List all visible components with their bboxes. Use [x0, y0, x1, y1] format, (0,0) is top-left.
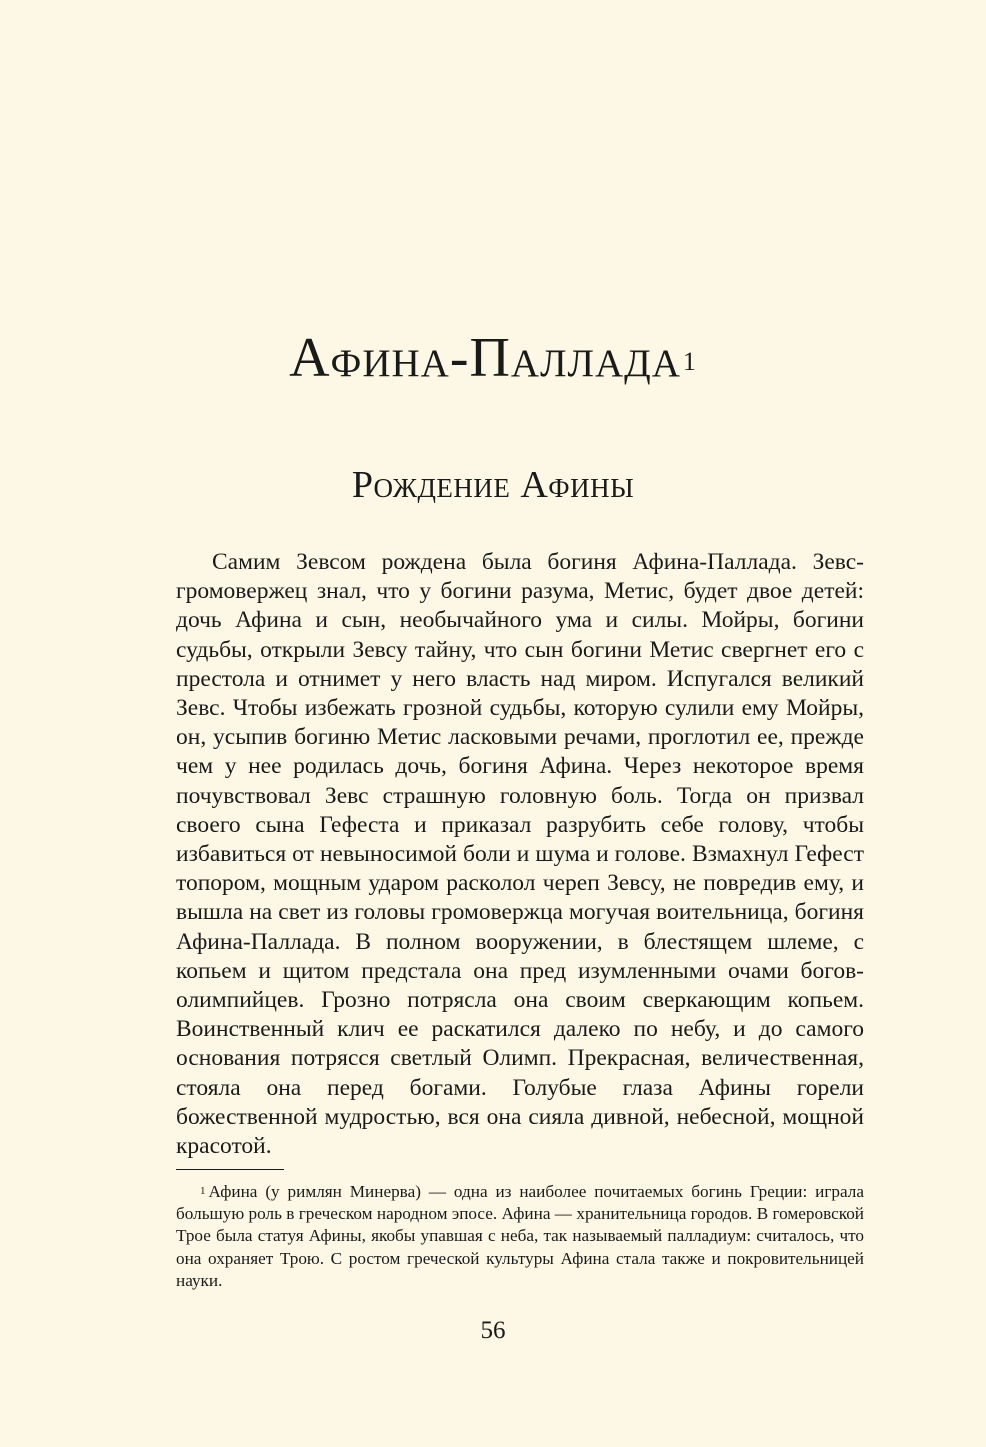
chapter-footnote-marker: 1	[682, 347, 697, 376]
footnote-marker: 1	[200, 1185, 206, 1197]
body-paragraph: Самим Зевсом рождена была богиня Афина-Паллада. Зевс-громовержец знал, что у богини разума, Метис, будет двое детей: дочь Афина и сын, необычайного ума и силы. Мойры, богини судьбы, открыли Зевсу тайну, что сын богини Метис свергнет его с престола и отнимет у него власть над миром. Испугался великий Зевс. Чтобы избежать грозной судьбы, которую сулили ему Мойры, он, усыпив богиню Метис ласковыми речами, проглотил ее, прежде чем у нее родилась дочь, богиня Афина. Через некоторое время почувствовал Зевс страшную головную боль. Тогда он призвал своего сына Гефеста и приказал разрубить себе голову, чтобы избавиться от невыносимой боли и шума и голове. Взмахнул Гефест топором, мощным ударом расколол череп Зевсу, не повредив ему, и вышла на свет из головы громовержца могучая воительница, богиня Афина-Паллада. В полном вооружении, в блестящем шлеме, с копьем и щитом предстала она пред изумленными очами богов-олимпийцев. Грозно потрясла она своим сверкающим копьем. Воинственный клич ее раскатился далеко по небу, и до самого основания потрясся светлый Олимп. Прекрасная, величественная, стояла она перед богами. Голубые глаза Афины горели божественной мудростью, вся она сияла дивной, небесной, мощной красотой.	[176, 549, 864, 1160]
section-title: Рождение Афины	[351, 464, 635, 506]
footnote-text: Афина (у римлян Минерва) — одна из наиболее почитаемых богинь Греции: играла большую роль в греческом народном эпосе. Афина — хранительница городов. В гомеровской Трое была статуя Афины, якобы упавшая с неба, так называемый палладиум: считалось, что она охраняет Трою. С ростом греческой культуры Афина стала также и покровительницей науки.	[176, 1182, 864, 1290]
page-number: 56	[480, 1317, 506, 1344]
chapter-title	[0, 328, 986, 388]
chapter-title-text: Афина-Паллада	[289, 327, 681, 389]
footnote	[176, 1181, 864, 1292]
footnote-divider	[176, 1169, 284, 1170]
